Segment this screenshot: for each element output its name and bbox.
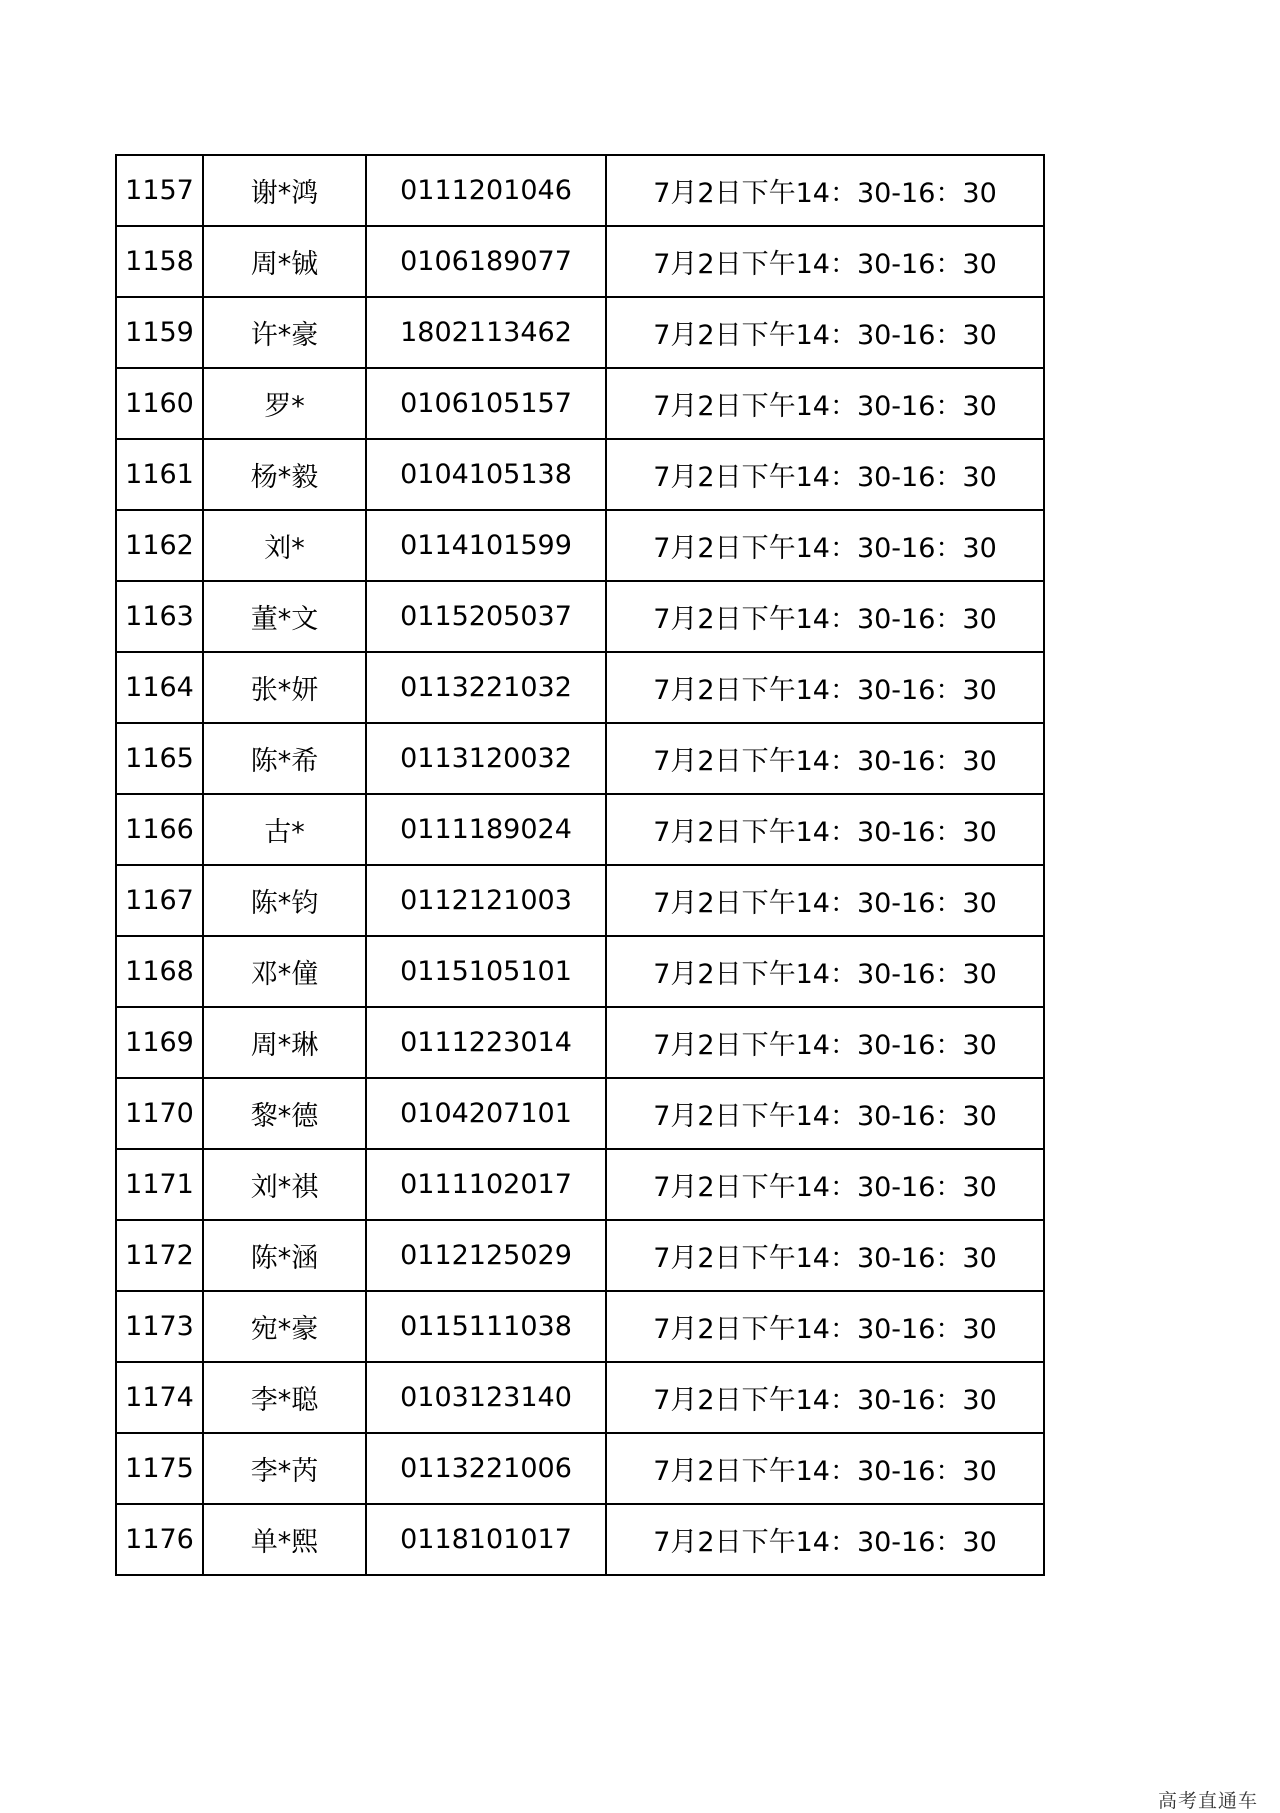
- student-name-cell: 张*妍: [203, 652, 366, 723]
- table-row: [116, 226, 1044, 297]
- student-id-cell: 0112121003: [366, 865, 606, 936]
- student-id-cell: 0104105138: [366, 439, 606, 510]
- student-id-cell: 0111189024: [366, 794, 606, 865]
- student-name-cell: 陈*希: [203, 723, 366, 794]
- row-number-cell: 1174: [116, 1362, 203, 1433]
- table-row: [116, 652, 1044, 723]
- student-name-cell: 杨*毅: [203, 439, 366, 510]
- roster-table: [115, 154, 1045, 1576]
- exam-time-cell: 7月2日下午14：30-16：30: [606, 1433, 1044, 1504]
- row-number-cell: 1176: [116, 1504, 203, 1575]
- watermark-text: 高考直通车: [1157, 1790, 1258, 1812]
- row-number-cell: 1173: [116, 1291, 203, 1362]
- student-id-cell: 0104207101: [366, 1078, 606, 1149]
- exam-time-cell: 7月2日下午14：30-16：30: [606, 723, 1044, 794]
- row-number-cell: 1168: [116, 936, 203, 1007]
- row-number-cell: 1166: [116, 794, 203, 865]
- exam-time-cell: 7月2日下午14：30-16：30: [606, 581, 1044, 652]
- roster-table-body: [116, 155, 1044, 1575]
- student-name-cell: 李*芮: [203, 1433, 366, 1504]
- exam-time-cell: 7月2日下午14：30-16：30: [606, 652, 1044, 723]
- row-number-cell: 1164: [116, 652, 203, 723]
- student-name-cell: 邓*僮: [203, 936, 366, 1007]
- table-row: [116, 297, 1044, 368]
- student-name-cell: 宛*豪: [203, 1291, 366, 1362]
- table-row: [116, 936, 1044, 1007]
- exam-time-cell: 7月2日下午14：30-16：30: [606, 1504, 1044, 1575]
- row-number-cell: 1157: [116, 155, 203, 226]
- table-row: [116, 1433, 1044, 1504]
- exam-time-cell: 7月2日下午14：30-16：30: [606, 155, 1044, 226]
- table-row: [116, 794, 1044, 865]
- student-id-cell: 0112125029: [366, 1220, 606, 1291]
- student-name-cell: 罗*: [203, 368, 366, 439]
- student-id-cell: 0103123140: [366, 1362, 606, 1433]
- student-name-cell: 谢*鸿: [203, 155, 366, 226]
- exam-time-cell: 7月2日下午14：30-16：30: [606, 226, 1044, 297]
- table-row: [116, 368, 1044, 439]
- student-name-cell: 单*熙: [203, 1504, 366, 1575]
- student-id-cell: 0106189077: [366, 226, 606, 297]
- table-row: [116, 1007, 1044, 1078]
- row-number-cell: 1162: [116, 510, 203, 581]
- student-name-cell: 陈*钧: [203, 865, 366, 936]
- student-id-cell: 0115105101: [366, 936, 606, 1007]
- student-id-cell: 0106105157: [366, 368, 606, 439]
- row-number-cell: 1170: [116, 1078, 203, 1149]
- row-number-cell: 1172: [116, 1220, 203, 1291]
- student-name-cell: 古*: [203, 794, 366, 865]
- table-row: [116, 723, 1044, 794]
- table-row: [116, 581, 1044, 652]
- student-name-cell: 陈*涵: [203, 1220, 366, 1291]
- student-name-cell: 许*豪: [203, 297, 366, 368]
- student-name-cell: 周*铖: [203, 226, 366, 297]
- row-number-cell: 1160: [116, 368, 203, 439]
- exam-time-cell: 7月2日下午14：30-16：30: [606, 368, 1044, 439]
- student-id-cell: 0113120032: [366, 723, 606, 794]
- row-number-cell: 1161: [116, 439, 203, 510]
- student-name-cell: 刘*祺: [203, 1149, 366, 1220]
- table-row: [116, 439, 1044, 510]
- exam-time-cell: 7月2日下午14：30-16：30: [606, 936, 1044, 1007]
- exam-time-cell: 7月2日下午14：30-16：30: [606, 297, 1044, 368]
- exam-time-cell: 7月2日下午14：30-16：30: [606, 1362, 1044, 1433]
- student-id-cell: 1802113462: [366, 297, 606, 368]
- student-name-cell: 刘*: [203, 510, 366, 581]
- student-id-cell: 0115111038: [366, 1291, 606, 1362]
- student-name-cell: 李*聪: [203, 1362, 366, 1433]
- row-number-cell: 1169: [116, 1007, 203, 1078]
- student-id-cell: 0115205037: [366, 581, 606, 652]
- table-row: [116, 1291, 1044, 1362]
- exam-time-cell: 7月2日下午14：30-16：30: [606, 1078, 1044, 1149]
- table-row: [116, 510, 1044, 581]
- exam-time-cell: 7月2日下午14：30-16：30: [606, 439, 1044, 510]
- exam-time-cell: 7月2日下午14：30-16：30: [606, 1220, 1044, 1291]
- table-row: [116, 1220, 1044, 1291]
- student-name-cell: 周*琳: [203, 1007, 366, 1078]
- exam-time-cell: 7月2日下午14：30-16：30: [606, 1149, 1044, 1220]
- exam-time-cell: 7月2日下午14：30-16：30: [606, 1007, 1044, 1078]
- row-number-cell: 1159: [116, 297, 203, 368]
- student-id-cell: 0118101017: [366, 1504, 606, 1575]
- table-row: [116, 1362, 1044, 1433]
- student-id-cell: 0113221006: [366, 1433, 606, 1504]
- table-row: [116, 1504, 1044, 1575]
- exam-time-cell: 7月2日下午14：30-16：30: [606, 794, 1044, 865]
- table-row: [116, 865, 1044, 936]
- student-id-cell: 0111102017: [366, 1149, 606, 1220]
- table-row: [116, 1149, 1044, 1220]
- table-row: [116, 155, 1044, 226]
- student-name-cell: 董*文: [203, 581, 366, 652]
- row-number-cell: 1171: [116, 1149, 203, 1220]
- row-number-cell: 1163: [116, 581, 203, 652]
- exam-time-cell: 7月2日下午14：30-16：30: [606, 865, 1044, 936]
- student-name-cell: 黎*德: [203, 1078, 366, 1149]
- exam-time-cell: 7月2日下午14：30-16：30: [606, 1291, 1044, 1362]
- student-id-cell: 0111201046: [366, 155, 606, 226]
- exam-time-cell: 7月2日下午14：30-16：30: [606, 510, 1044, 581]
- student-id-cell: 0114101599: [366, 510, 606, 581]
- row-number-cell: 1165: [116, 723, 203, 794]
- row-number-cell: 1158: [116, 226, 203, 297]
- student-id-cell: 0111223014: [366, 1007, 606, 1078]
- row-number-cell: 1175: [116, 1433, 203, 1504]
- row-number-cell: 1167: [116, 865, 203, 936]
- student-id-cell: 0113221032: [366, 652, 606, 723]
- table-row: [116, 1078, 1044, 1149]
